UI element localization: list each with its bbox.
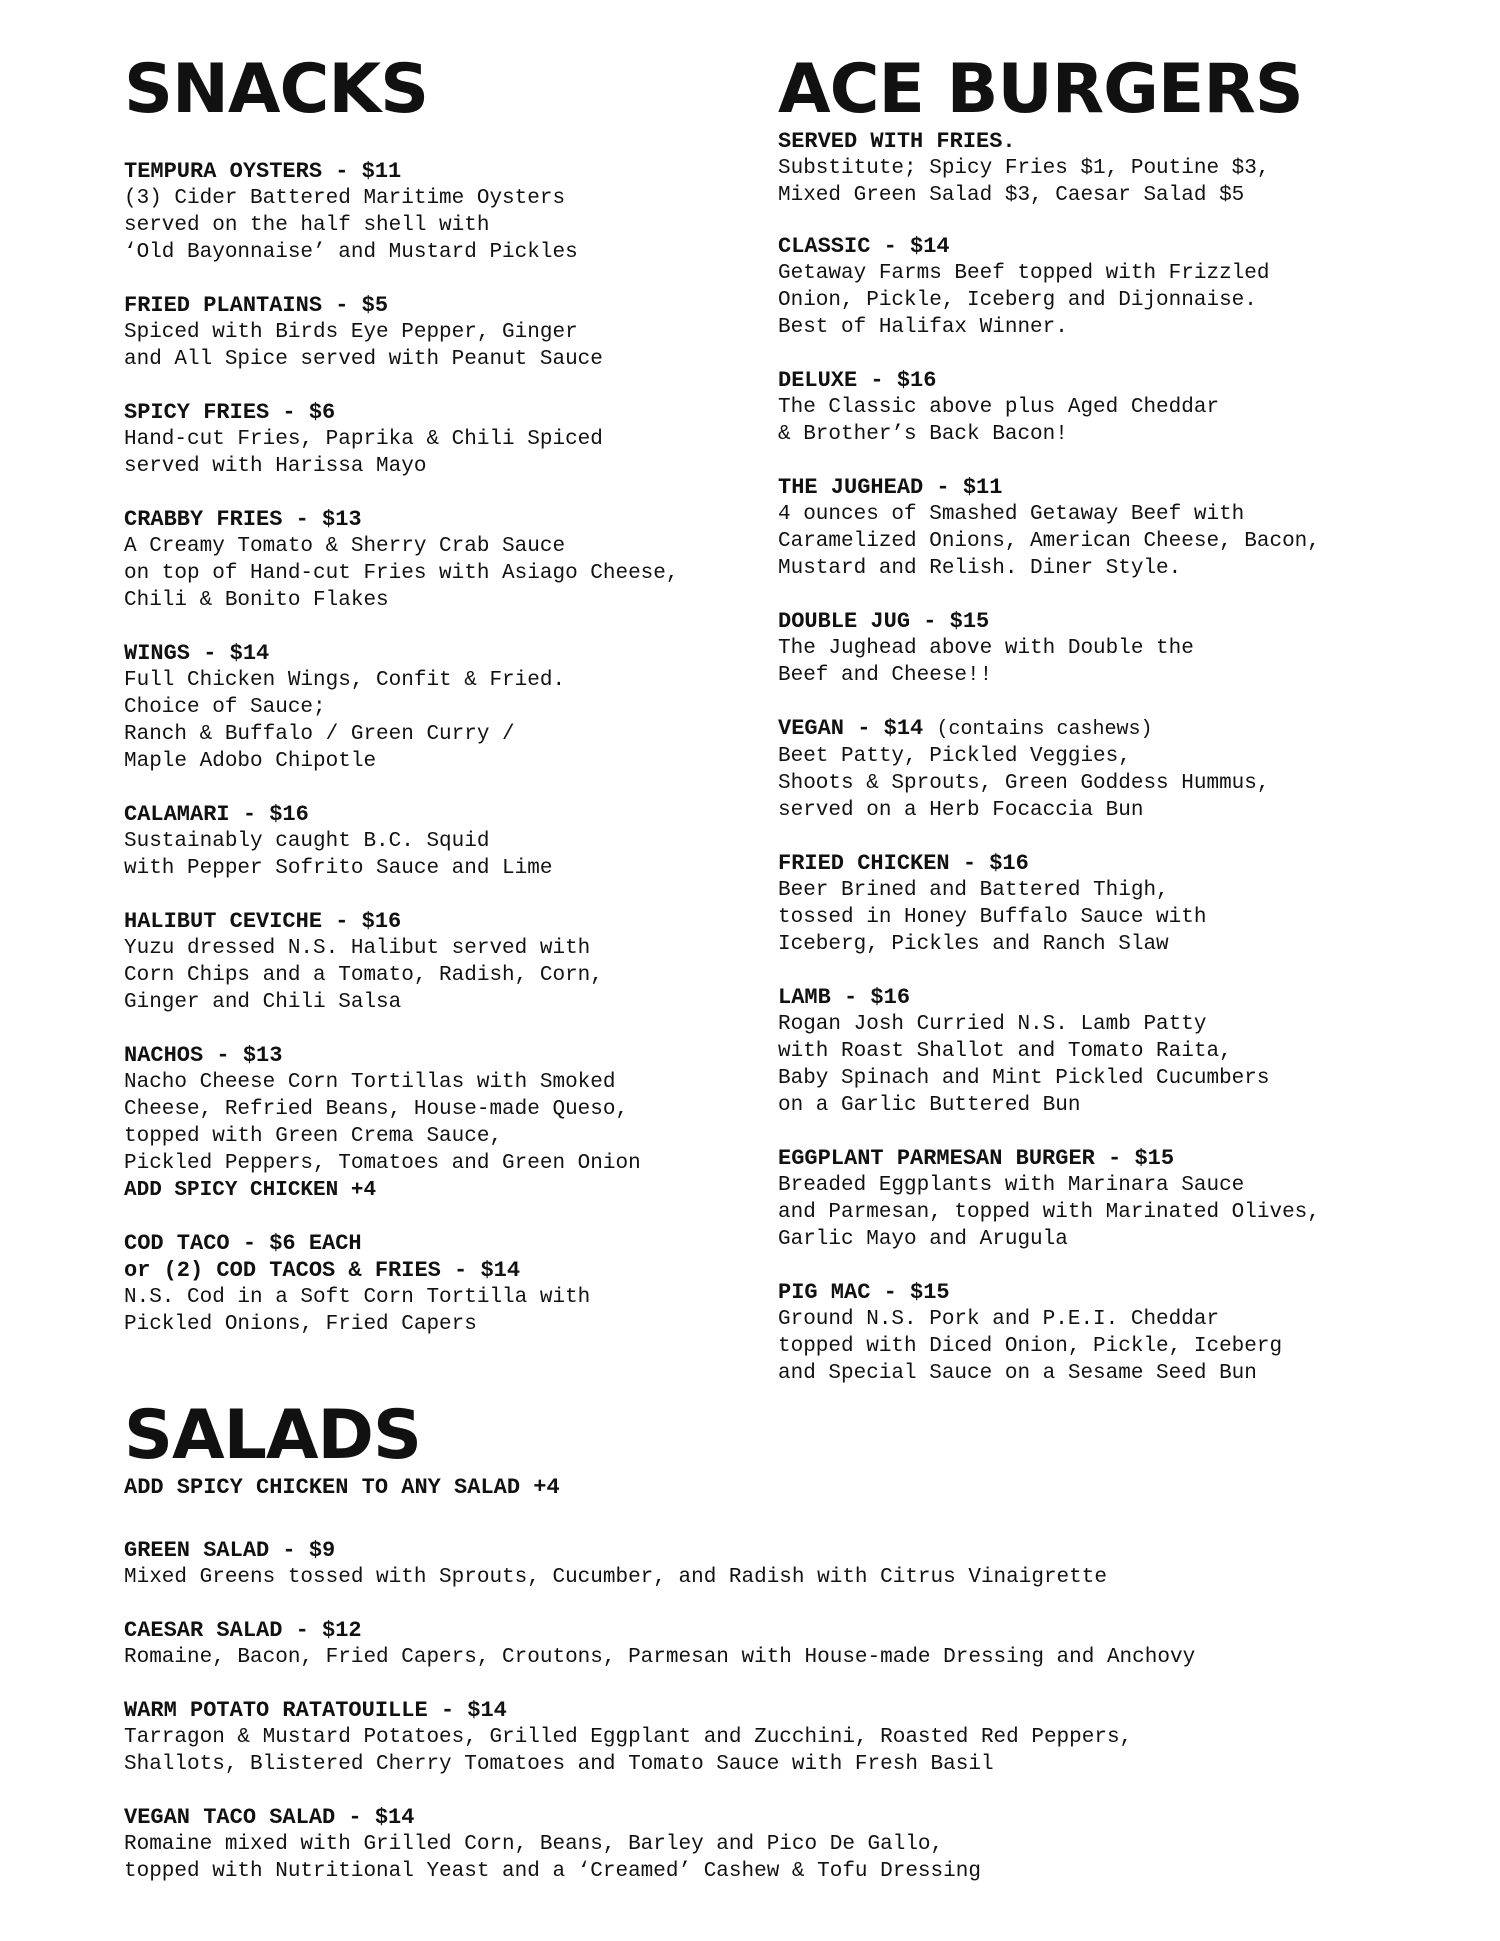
menu-item-title: VEGAN TACO SALAD - $14 <box>124 1805 415 1830</box>
menu-item <box>778 984 1418 1119</box>
menu-item-description: Beer Brined and Battered Thigh, tossed in Honey Buffalo Sauce with Iceberg, Pickles and Ranch Slaw <box>778 879 1207 956</box>
burgers-list <box>778 233 1418 1387</box>
menu-item-title: FRIED CHICKEN - $16 <box>778 851 1029 876</box>
snacks-heading: SNACKS <box>124 50 429 129</box>
menu-item-description: Romaine mixed with Grilled Corn, Beans, Barley and Pico De Gallo, topped with Nutritional Yeast and a ‘Creamed’ Cashew & Tofu Dressing <box>124 1833 981 1883</box>
menu-item-description: Yuzu dressed N.S. Halibut served with Corn Chips and a Tomato, Radish, Corn, Ginger and Chili Salsa <box>124 937 603 1014</box>
menu-item-description: Ground N.S. Pork and P.E.I. Cheddar topped with Diced Onion, Pickle, Iceberg and Special Sauce on a Sesame Seed Bun <box>778 1308 1283 1385</box>
menu-item-description: Spiced with Birds Eye Pepper, Ginger and All Spice served with Peanut Sauce <box>124 321 603 371</box>
menu-item-title-row <box>778 715 1418 743</box>
menu-item <box>124 801 744 882</box>
menu-item-description: Sustainably caught B.C. Squid with Pepper Sofrito Sauce and Lime <box>124 830 553 880</box>
burgers-substitute-note: Substitute; Spicy Fries $1, Poutine $3, Mixed Green Salad $3, Caesar Salad $5 <box>778 157 1270 207</box>
menu-item <box>124 1042 744 1204</box>
salads-list <box>124 1537 1404 1885</box>
menu-item-title: DELUXE - $16 <box>778 368 937 393</box>
menu-item <box>778 1145 1418 1253</box>
menu-item-description: Hand-cut Fries, Paprika & Chili Spiced served with Harissa Mayo <box>124 428 603 478</box>
salads-heading: SALADS <box>124 1396 421 1475</box>
menu-item-title: VEGAN - $14 <box>778 716 924 741</box>
burgers-section <box>778 52 1418 1387</box>
menu-item <box>124 292 744 373</box>
menu-item <box>124 1230 744 1338</box>
menu-item-description: Full Chicken Wings, Confit & Fried. Choice of Sauce; Ranch & Buffalo / Green Curry / Maple Adobo Chipotle <box>124 669 566 773</box>
menu-item-description: The Classic above plus Aged Cheddar & Brother’s Back Bacon! <box>778 396 1220 446</box>
menu-item <box>124 506 744 614</box>
menu-item-description: Tarragon & Mustard Potatoes, Grilled Eggplant and Zucchini, Roasted Red Peppers, Shallots, Blistered Cherry Tomatoes and Tomato Sauce with Fresh Basil <box>124 1726 1133 1776</box>
menu-item-title: PIG MAC - $15 <box>778 1280 950 1305</box>
menu-item-description: Mixed Greens tossed with Sprouts, Cucumber, and Radish with Citrus Vinaigrette <box>124 1566 1107 1589</box>
menu-item <box>778 233 1418 341</box>
menu-item <box>124 158 744 266</box>
burgers-heading: ACE BURGERS <box>778 50 1303 129</box>
menu-item <box>778 367 1418 448</box>
menu-item-title: THE JUGHEAD - $11 <box>778 475 1003 500</box>
salads-addon-note: ADD SPICY CHICKEN TO ANY SALAD +4 <box>124 1475 560 1500</box>
menu-item <box>778 850 1418 958</box>
menu-item <box>124 908 744 1016</box>
menu-item-title: CLASSIC - $14 <box>778 234 950 259</box>
menu-item <box>124 1804 1404 1885</box>
menu-item-title: FRIED PLANTAINS - $5 <box>124 293 389 318</box>
menu-item-description: N.S. Cod in a Soft Corn Tortilla with Pickled Onions, Fried Capers <box>124 1286 591 1336</box>
menu-item-description: Nacho Cheese Corn Tortillas with Smoked Cheese, Refried Beans, House-made Queso, topped with Green Crema Sauce, Pickled Peppers, Tomatoes and Green Onion <box>124 1071 641 1175</box>
menu-item-title: CALAMARI - $16 <box>124 802 309 827</box>
menu-item-title: CAESAR SALAD - $12 <box>124 1618 362 1643</box>
menu-item-description: Getaway Farms Beef topped with Frizzled Onion, Pickle, Iceberg and Dijonnaise. Best of Halifax Winner. <box>778 262 1270 339</box>
menu-item <box>124 399 744 480</box>
menu-item-description: A Creamy Tomato & Sherry Crab Sauce on top of Hand-cut Fries with Asiago Cheese, Chili & Bonito Flakes <box>124 535 679 612</box>
menu-item-title: COD TACO - $6 EACH or (2) COD TACOS & FRIES - $14 <box>124 1231 521 1283</box>
menu-item <box>124 640 744 775</box>
menu-item <box>124 1697 1404 1778</box>
menu-item-title: DOUBLE JUG - $15 <box>778 609 990 634</box>
menu-item-title: EGGPLANT PARMESAN BURGER - $15 <box>778 1146 1175 1171</box>
menu-item-title: HALIBUT CEVICHE - $16 <box>124 909 402 934</box>
menu-item-title: SPICY FRIES - $6 <box>124 400 336 425</box>
menu-item <box>124 1537 1404 1591</box>
menu-item-description: Romaine, Bacon, Fried Capers, Croutons, Parmesan with House-made Dressing and Anchovy <box>124 1646 1196 1669</box>
burgers-served-note: SERVED WITH FRIES. <box>778 129 1016 154</box>
menu-item-description: (3) Cider Battered Maritime Oysters served on the half shell with ‘Old Bayonnaise’ and Mustard Pickles <box>124 187 578 264</box>
menu-item <box>778 474 1418 582</box>
menu-item-description: Rogan Josh Curried N.S. Lamb Patty with Roast Shallot and Tomato Raita, Baby Spinach and Mint Pickled Cucumbers on a Garlic Buttered Bun <box>778 1013 1270 1117</box>
menu-item-addon: ADD SPICY CHICKEN +4 <box>124 1179 377 1202</box>
menu-item <box>778 608 1418 689</box>
menu-item-title: CRABBY FRIES - $13 <box>124 507 362 532</box>
snacks-list <box>124 158 744 1338</box>
menu-item-note: (contains cashews) <box>936 718 1153 741</box>
menu-item-title: LAMB - $16 <box>778 985 911 1010</box>
menu-item-title: NACHOS - $13 <box>124 1043 283 1068</box>
salads-section <box>124 1398 1404 1885</box>
menu-item <box>124 1617 1404 1671</box>
menu-item-description: Beet Patty, Pickled Veggies, Shoots & Sprouts, Green Goddess Hummus, served on a Herb Focaccia Bun <box>778 745 1270 822</box>
menu-item-title: WARM POTATO RATATOUILLE - $14 <box>124 1698 507 1723</box>
menu-item-description: The Jughead above with Double the Beef and Cheese!! <box>778 637 1194 687</box>
menu-item <box>778 1279 1418 1387</box>
menu-item-title: WINGS - $14 <box>124 641 270 666</box>
menu-item-description: Breaded Eggplants with Marinara Sauce and Parmesan, topped with Marinated Olives, Garlic Mayo and Arugula <box>778 1174 1320 1251</box>
menu-item <box>778 715 1418 824</box>
menu-item-description: 4 ounces of Smashed Getaway Beef with Caramelized Onions, American Cheese, Bacon, Mustard and Relish. Diner Style. <box>778 503 1320 580</box>
menu-item-title: TEMPURA OYSTERS - $11 <box>124 159 402 184</box>
snacks-section <box>124 52 744 1338</box>
menu-item-title: GREEN SALAD - $9 <box>124 1538 336 1563</box>
